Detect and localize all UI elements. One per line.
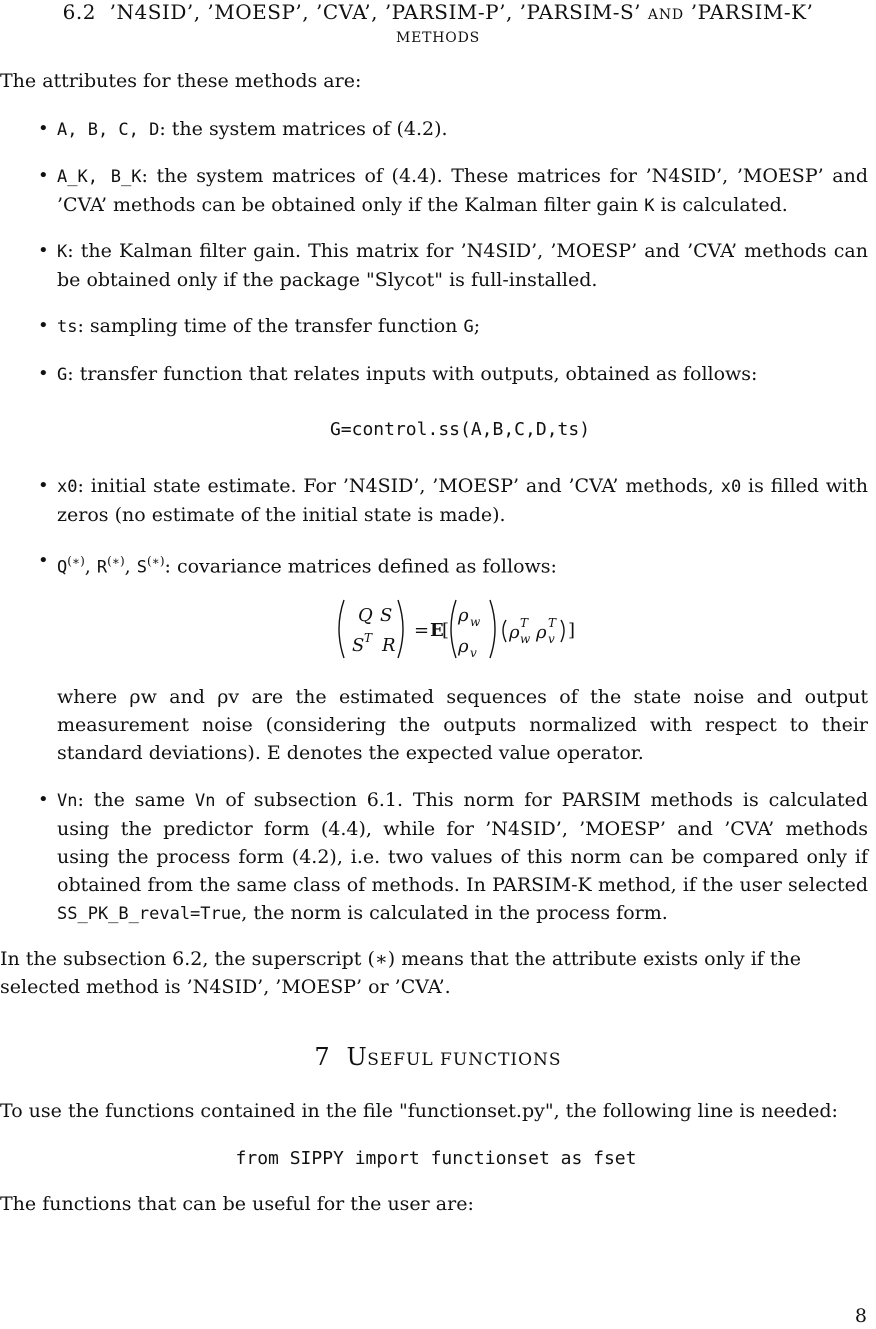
code-vn-inline: Vn [195,791,216,811]
g-formula: G=control.ss(A,B,C,D,ts) [329,419,591,440]
sup-r: (∗) [107,554,125,568]
svg-text:=: = [414,620,430,641]
svg-text:ρ: ρ [458,605,469,626]
bullet-icon: • [38,165,49,186]
bullet-icon: • [38,550,49,571]
sup-q: (∗) [67,554,85,568]
svg-text:S: S [352,635,365,656]
sup-s: (∗) [147,554,165,568]
svg-text:T: T [520,616,529,630]
code-ts: ts [57,317,78,337]
code-q: Q [57,557,68,578]
import-line: from SIPPY import functionset as fset [235,1148,637,1169]
text-qrs: : covariance matrices defined as follows: [164,555,557,578]
code-k-inline: K [644,196,655,216]
text-k: : the Kalman filter gain. This matrix for ’N4SID’, ’MOESP’ and ’CVA’ methods can be obtained only if the package "Slycot" is full-installed. [57,240,868,291]
text-akbk: : the system matrices of (4.4). These matrices for ’N4SID’, ’MOESP’ and ’CVA’ methods can be obtained only if the Kalman filter gain [57,165,868,216]
bullet-icon: • [38,315,49,336]
text-akbk-end: is calculated. [654,194,788,216]
code-abcd: A, B, C, D [57,120,160,140]
intro-text: The attributes for these methods are: [0,70,362,92]
section-heading-7 [0,1043,876,1071]
code-x0-inline: x0 [720,477,742,497]
code-x0: x0 [57,477,78,497]
code-g: G [57,365,68,385]
section-title-end: ’PARSIM-K’ [690,0,814,24]
text-vn-2: of subsection 6.1. This norm for PARSIM methods is calculated using the predictor form (4.4), while for ’N4SID’, ’MOESP’ and ’CVA’ methods using the process form (4.2), i.e. two values of this norm can be compared only if obtained from the same class of methods. In PARSIM-K method, if the user selected [57,789,868,896]
text-vn-1: : the same [77,789,195,811]
bullet-icon: • [38,475,49,496]
code-g-inline: G [463,317,474,337]
bullet-icon: • [38,363,49,384]
svg-text:T: T [548,616,557,630]
covariance-where-text: where ρw and ρv are the estimated sequences of the state noise and output measurement noise (considering the outputs normalized with respect to their standard deviations). E denotes the expected value operator. [57,686,868,764]
section-title-and: AND [647,7,684,23]
section-title-rest: SEFUL FUNCTIONS [367,1050,562,1070]
text-x0: : initial state estimate. For ’N4SID’, ’MOESP’ and ’CVA’ methods, [77,475,721,497]
svg-text:v: v [548,632,555,646]
section-heading-line2: METHODS [396,30,480,46]
text-vn-3: , the norm is calculated in the process form. [241,902,668,924]
svg-text:Q: Q [358,605,373,626]
svg-text:w: w [470,615,481,629]
text-x0-end: is filled with zeros (no estimate of the initial state is made). [57,475,869,526]
svg-text:E: E [430,620,444,641]
text-ts: : sampling time of the transfer function [77,315,464,337]
bullet-icon: • [38,118,49,139]
code-reval: SS_PK_B_reval=True [57,904,242,924]
code-s: S [136,557,147,578]
svg-text:ρ: ρ [509,622,520,643]
bullet-icon: • [38,789,49,810]
svg-text:T: T [364,631,373,645]
svg-text:R: R [382,635,396,656]
code-r: R [96,557,108,578]
svg-text:ρ: ρ [536,622,547,643]
text-g: : transfer function that relates inputs with outputs, obtained as follows: [67,363,758,385]
code-k: K [57,242,68,262]
svg-text:]: ] [568,620,576,641]
svg-text:[: [ [442,620,450,641]
svg-text:ρ: ρ [458,636,469,657]
code-vn: Vn [57,791,78,811]
functions-intro: To use the functions contained in the file "functionset.py", the following line is needed: [0,1100,838,1122]
bullet-icon: • [38,240,49,261]
superscript-note: In the subsection 6.2, the superscript (∗) means that the attribute exists only if the selected method is ’N4SID’, ’MOESP’ or ’CVA’. [0,948,801,998]
functions-outro: The functions that can be useful for the user are: [0,1193,474,1215]
covariance-equation [330,596,590,662]
section-number: 7 [314,1043,331,1071]
text-abcd: : the system matrices of (4.2). [159,118,448,140]
svg-text:S: S [380,605,393,626]
section-number: 6.2 [62,0,96,24]
svg-text:v: v [470,646,477,660]
section-title: ’N4SID’, ’MOESP’, ’CVA’, ’PARSIM-P’, ’PARSIM-S’ [109,0,642,24]
section-heading-6-2 [0,0,876,24]
page-number: 8 [854,1305,867,1327]
text-ts-end: ; [473,315,481,337]
svg-text:w: w [520,632,531,646]
section-title-initial: U [346,1043,368,1071]
code-akbk: A_K, B_K [57,167,142,187]
